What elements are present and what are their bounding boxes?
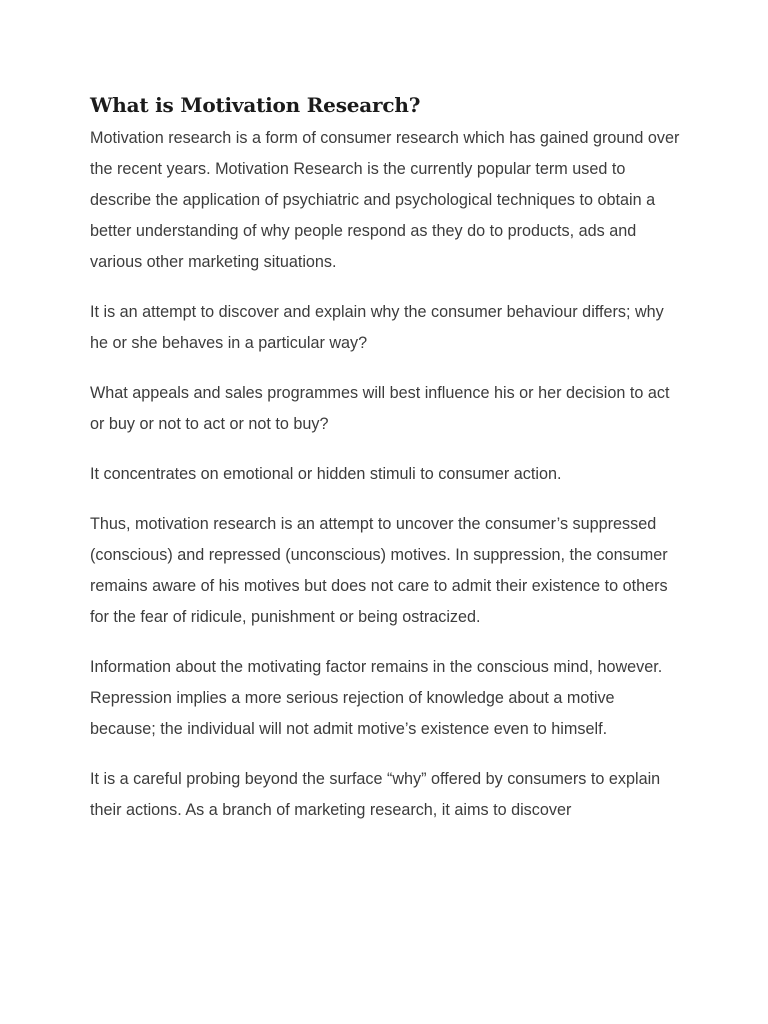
paragraph-stimuli: It concentrates on emotional or hidden stimuli to consumer action.: [90, 465, 562, 483]
article-body: [90, 90, 680, 845]
article-title: What is Motivation Research?: [90, 93, 421, 117]
paragraph-attempt: It is an attempt to discover and explain why the consumer behaviour differs; why he or she behaves in a particular way?: [90, 303, 664, 352]
paragraph-repression: Information about the motivating factor remains in the conscious mind, however. Repression implies a more serious rejection of knowledge about a motive because; the individual will not admit motive’s existence even to himself.: [90, 658, 663, 738]
paragraph-motives: Thus, motivation research is an attempt to uncover the consumer’s suppressed (conscious) and repressed (unconscious) motives. In suppression, the consumer remains aware of his motives but does not care to admit their existence to others for the fear of ridicule, punishment or being ostracized.: [90, 515, 668, 626]
paragraph-definition: Motivation research is a form of consumer research which has gained ground over the recent years. Motivation Research is the currently popular term used to describe the application of psychiatric and psychological techniques to obtain a better understanding of why people respond as they do to products, ads and various other marketing situations.: [90, 129, 680, 271]
paragraph-appeals: What appeals and sales programmes will best influence his or her decision to act or buy or not to act or not to buy?: [90, 384, 670, 433]
paragraph-probing: It is a careful probing beyond the surface “why” offered by consumers to explain their actions. As a branch of marketing research, it aims to discover: [90, 770, 661, 819]
